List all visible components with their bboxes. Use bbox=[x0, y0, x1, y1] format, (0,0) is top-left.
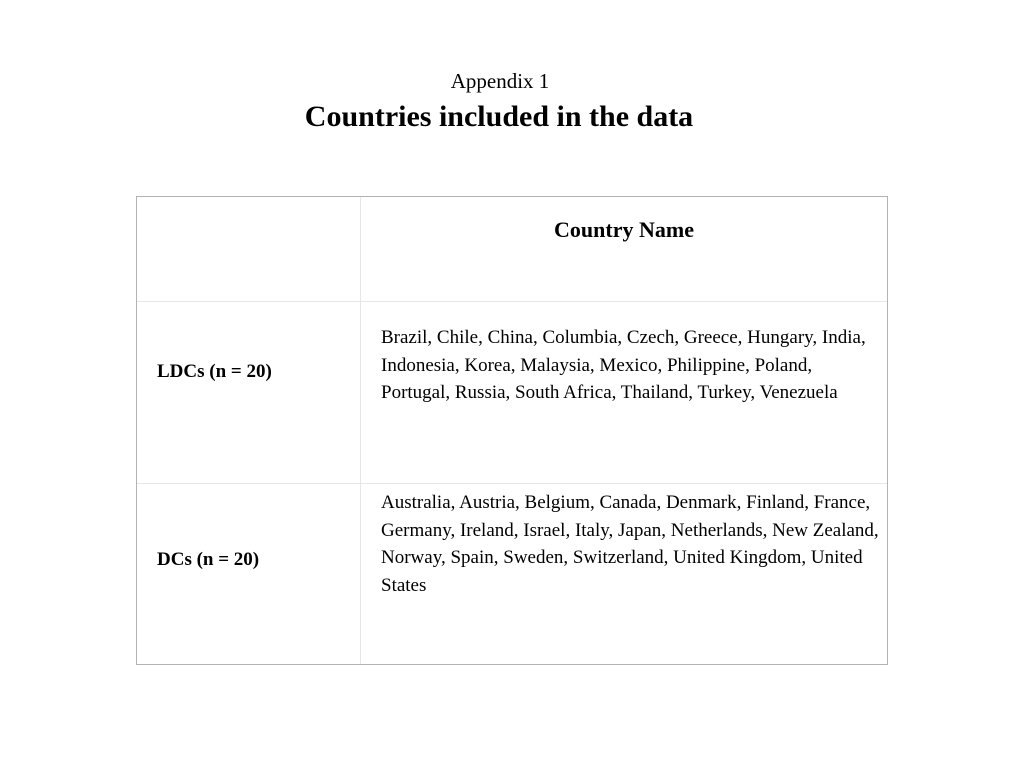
countries-table bbox=[136, 196, 888, 665]
group-cell bbox=[137, 302, 361, 483]
countries-cell bbox=[361, 302, 887, 483]
countries-cell bbox=[361, 484, 887, 664]
header-country-cell bbox=[361, 197, 887, 301]
table-header-row bbox=[137, 197, 887, 302]
table-row-ldcs bbox=[137, 302, 887, 484]
dcs-country-list: Australia, Austria, Belgium, Canada, Denmark, Finland, France, Germany, Ireland, Israel, Italy, Japan, Netherlands, New Zealand, Norway, Spain, Sweden, Switzerland, United Kingdom, United States bbox=[381, 492, 879, 596]
appendix-subtitle: Appendix 1 bbox=[450, 69, 550, 93]
ldcs-label: LDCs (n = 20) bbox=[157, 361, 272, 382]
group-cell bbox=[137, 484, 361, 664]
ldcs-country-list: Brazil, Chile, China, Columbia, Czech, Greece, Hungary, India, Indonesia, Korea, Malaysia, Mexico, Philippine, Poland, Portugal, Russia, South Africa, Thailand, Turkey, Venezuela bbox=[381, 327, 866, 403]
dcs-label: DCs (n = 20) bbox=[157, 549, 260, 570]
country-name-header: Country Name bbox=[554, 217, 694, 242]
header-empty-cell bbox=[137, 197, 361, 301]
page-title: Countries included in the data bbox=[304, 100, 694, 133]
table-row-dcs bbox=[137, 484, 887, 664]
